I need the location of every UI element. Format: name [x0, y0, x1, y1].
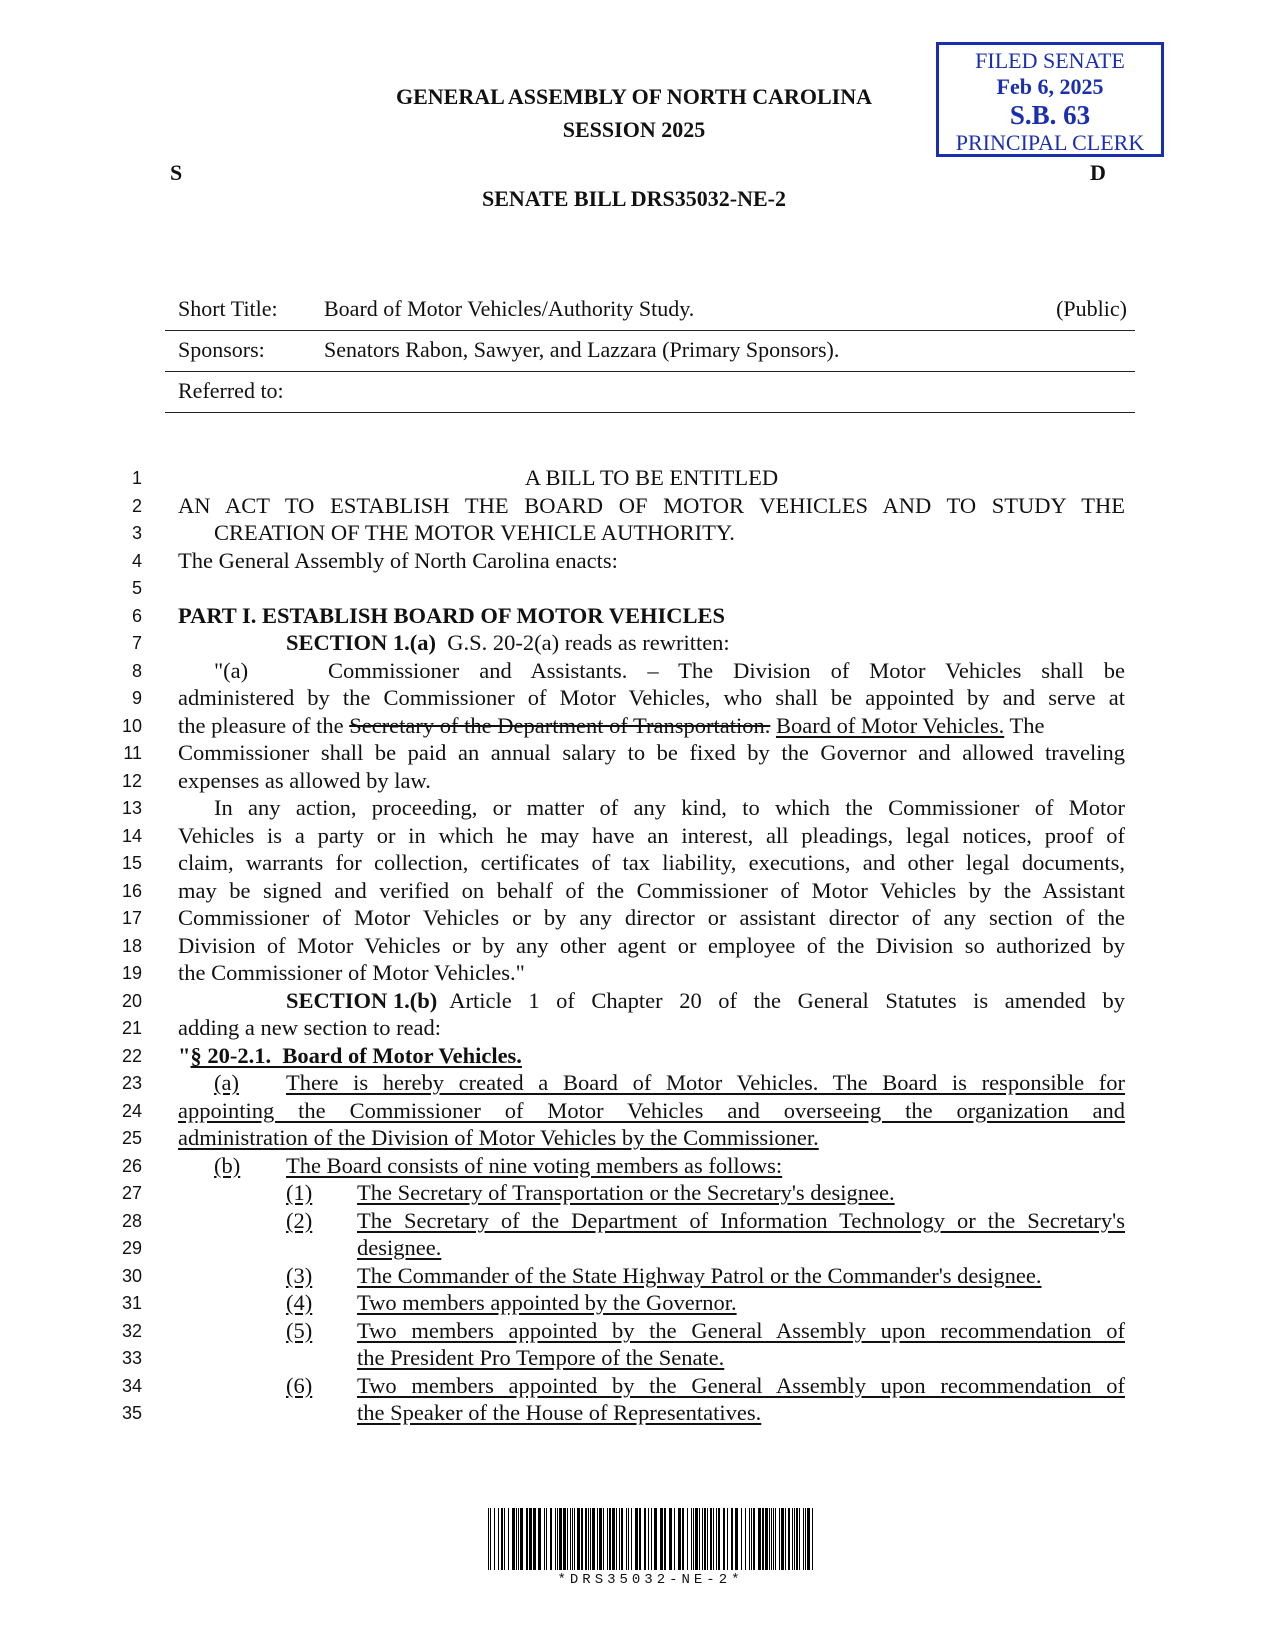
stamp-date: Feb 6, 2025 [996, 74, 1104, 99]
line-number: 31 [121, 1293, 142, 1313]
barcode-bar [577, 1508, 580, 1570]
barcode-bar [538, 1508, 541, 1570]
barcode-bar [735, 1508, 738, 1570]
sponsors-row [165, 331, 1135, 372]
barcode-bar [494, 1508, 495, 1570]
line-number: 10 [121, 716, 142, 736]
barcode-bar [529, 1508, 532, 1570]
barcode [488, 1508, 813, 1570]
barcode-bar [758, 1508, 761, 1570]
barcode-bar [508, 1508, 509, 1570]
assembly-title: GENERAL ASSEMBLY OF NORTH CAROLINA [396, 84, 872, 109]
line-number: 35 [121, 1403, 142, 1423]
line-number: 22 [121, 1046, 142, 1066]
barcode-bar [550, 1508, 552, 1570]
barcode-bar [651, 1508, 652, 1570]
inserted-text: The Board consists of nine voting members as follows: [286, 1153, 783, 1178]
line-number: 15 [121, 853, 142, 873]
barcode-bar [716, 1508, 717, 1570]
barcode-bar [664, 1508, 666, 1570]
text-line [357, 1234, 1125, 1262]
barcode-bar [707, 1508, 708, 1570]
line-number: 3 [131, 523, 142, 543]
chamber-letter: S [170, 160, 183, 185]
section-1a-text: G.S. 20-2(a) reads as rewritten: [447, 630, 730, 655]
filed-stamp [936, 42, 1164, 157]
barcode-bar [710, 1508, 712, 1570]
barcode-bar [498, 1508, 499, 1570]
barcode-bar [674, 1508, 675, 1570]
barcode-bar [682, 1508, 684, 1570]
barcode-bar [695, 1508, 698, 1570]
inserted-text: The Secretary of the Department of Information Technology or the Secretary's [357, 1208, 1125, 1233]
barcode-bar [526, 1508, 528, 1570]
barcode-bar [501, 1508, 503, 1570]
part-heading: PART I. ESTABLISH BOARD OF MOTOR VEHICLES [178, 603, 726, 628]
sponsors-label: Sponsors: [178, 337, 265, 362]
text-line: expenses as allowed by law. [178, 768, 431, 793]
barcode-bar [612, 1508, 615, 1570]
line-number: 21 [121, 1018, 142, 1038]
list-tag: (5) [286, 1318, 313, 1343]
section-1b-text: Article 1 of Chapter 20 of the General Statutes is amended by [449, 988, 1125, 1013]
barcode-bar [488, 1508, 489, 1570]
barcode-bar [796, 1508, 798, 1570]
public-tag: (Public) [1056, 296, 1127, 321]
line-number: 6 [131, 606, 142, 626]
line-number: 28 [121, 1211, 142, 1231]
line-number: 33 [121, 1348, 142, 1368]
barcode-bar [504, 1508, 505, 1570]
barcode-bar [687, 1508, 688, 1570]
barcode-bar [597, 1508, 598, 1570]
line-number: 13 [121, 798, 142, 818]
line-number: 23 [121, 1073, 142, 1093]
barcode-bar [639, 1508, 641, 1570]
line-number: 29 [121, 1238, 142, 1258]
enacting-clause: The General Assembly of North Carolina enacts: [178, 548, 618, 573]
session-title: SESSION 2025 [562, 117, 706, 142]
bill-id: SENATE BILL DRS35032-NE-2 [482, 186, 786, 211]
short-title-label: Short Title: [178, 296, 278, 321]
text-line: adding a new section to read: [178, 1015, 442, 1040]
barcode-bar [520, 1508, 523, 1570]
barcode-bar [788, 1508, 790, 1570]
act-title-cont: CREATION OF THE MOTOR VEHICLE AUTHORITY. [214, 520, 735, 545]
barcode-bar [570, 1508, 571, 1570]
section-1b-label: SECTION 1.(b) [286, 988, 438, 1013]
barcode-bar [727, 1508, 728, 1570]
line-number: 17 [121, 908, 142, 928]
barcode-bar [771, 1508, 772, 1570]
line-number: 19 [121, 963, 142, 983]
line-number: 27 [121, 1183, 142, 1203]
new-section-title: § 20-2.1. Board of Motor Vehicles. [190, 1043, 522, 1068]
barcode-bar [785, 1508, 786, 1570]
barcode-bar [745, 1508, 746, 1570]
inserted-text: Two members appointed by the General Assembly upon recommendation of [357, 1318, 1125, 1343]
line-number: 18 [121, 936, 142, 956]
barcode-bar [779, 1508, 780, 1570]
barcode-bar [753, 1508, 755, 1570]
line-number: 26 [121, 1156, 142, 1176]
referred-label: Referred to: [178, 378, 284, 403]
line-number: 9 [131, 688, 142, 708]
barcode-bar [567, 1508, 568, 1570]
text-line [357, 1399, 1125, 1427]
barcode-bar [607, 1508, 608, 1570]
barcode-bar [812, 1508, 813, 1570]
barcode-bar [559, 1508, 562, 1570]
inserted-text: appointing the Commissioner of Motor Vehicles and overseeing the organization and [178, 1098, 1125, 1123]
barcode-bar [555, 1508, 556, 1570]
line-number: 7 [131, 633, 142, 653]
barcode-bar [781, 1508, 784, 1570]
line-number: 30 [121, 1266, 142, 1286]
text-line: "(a) Commissioner and Assistants. – The Division of Motor Vehicles shall be [214, 658, 1125, 683]
barcode-bar [626, 1508, 627, 1570]
text-line: may be signed and verified on behalf of the Commissioner of Motor Vehicles by the Assistant [178, 878, 1125, 903]
bill-entitled-heading: A BILL TO BE ENTITLED [524, 465, 779, 490]
barcode-bar [518, 1508, 519, 1570]
barcode-bar [581, 1508, 583, 1570]
barcode-bar [585, 1508, 587, 1570]
barcode-bar [723, 1508, 725, 1570]
barcode-bar [718, 1508, 720, 1570]
line-number: 11 [123, 743, 142, 763]
short-title-row [165, 290, 1135, 331]
text-span: the pleasure of the [178, 713, 350, 738]
list-tag: (6) [286, 1373, 313, 1398]
section-1a-label: SECTION 1.(a) [286, 630, 437, 655]
text-line: the Commissioner of Motor Vehicles." [178, 960, 525, 985]
line-number: 1 [131, 468, 142, 488]
barcode-bar [572, 1508, 573, 1570]
line-number: 16 [121, 881, 142, 901]
barcode-bar [628, 1508, 629, 1570]
text-line: Vehicles is a party or in which he may have an interest, all pleadings, legal notices, proof of [178, 823, 1125, 848]
barcode-bar [794, 1508, 795, 1570]
inserted-text: designee. [357, 1235, 442, 1260]
line-number: 14 [121, 826, 142, 846]
barcode-bar [621, 1508, 623, 1570]
list-tag: (4) [286, 1290, 313, 1315]
barcode-bar [799, 1508, 800, 1570]
text-line: administered by the Commissioner of Motor Vehicles, who shall be appointed by and serve at [178, 685, 1125, 710]
inserted-text: the President Pro Tempore of the Senate. [357, 1345, 725, 1370]
barcode-bar [533, 1508, 536, 1570]
barcode-bar [654, 1508, 657, 1570]
barcode-bar [609, 1508, 611, 1570]
list-tag: (3) [286, 1263, 313, 1288]
line-number: 25 [121, 1128, 142, 1148]
barcode-bar [648, 1508, 649, 1570]
barcode-bar [546, 1508, 547, 1570]
barcode-bar [669, 1508, 672, 1570]
barcode-bar [749, 1508, 750, 1570]
act-title: AN ACT TO ESTABLISH THE BOARD OF MOTOR VEHICLES AND TO STUDY THE [178, 493, 1125, 518]
line-number: 8 [131, 661, 142, 681]
barcode-bar [762, 1508, 764, 1570]
bill-info-table [165, 290, 1135, 422]
barcode-bar [803, 1508, 804, 1570]
text-line: In any action, proceeding, or matter of any kind, to which the Commissioner of Motor [214, 795, 1125, 820]
subsection-tag: (a) [214, 1070, 239, 1095]
barcode-bar [807, 1508, 810, 1570]
barcode-bar [490, 1508, 491, 1570]
open-quote: " [178, 1043, 191, 1068]
barcode-bar [557, 1508, 558, 1570]
barcode-bar [660, 1508, 663, 1570]
barcode-bar [741, 1508, 742, 1570]
inserted-text: Board of Motor Vehicles. [775, 713, 1005, 738]
barcode-bar [588, 1508, 589, 1570]
line-number: 4 [131, 551, 142, 571]
barcode-bar [616, 1508, 617, 1570]
referred-row [165, 372, 1135, 413]
line-number: 5 [131, 578, 142, 598]
line-number: 34 [121, 1376, 142, 1396]
barcode-bar [751, 1508, 752, 1570]
barcode-bar [590, 1508, 591, 1570]
barcode-bar [702, 1508, 703, 1570]
line-number: 12 [121, 771, 142, 791]
barcode-bar [699, 1508, 700, 1570]
barcode-bar [691, 1508, 692, 1570]
barcode-bar [599, 1508, 602, 1570]
inserted-text: There is hereby created a Board of Motor Vehicles. The Board is responsible for [286, 1070, 1125, 1095]
section-1b-line [286, 987, 1125, 1015]
barcode-bar [805, 1508, 806, 1570]
barcode-bar [731, 1508, 733, 1570]
sponsors-value: Senators Rabon, Sawyer, and Lazzara (Primary Sponsors). [324, 337, 840, 362]
barcode-bar [678, 1508, 681, 1570]
amended-line [178, 712, 1125, 740]
list-tag: (2) [286, 1208, 313, 1233]
inserted-text: The Secretary of Transportation or the Secretary's designee. [357, 1180, 895, 1205]
stamp-principal-clerk: PRINCIPAL CLERK [955, 130, 1145, 155]
inserted-text: administration of the Division of Motor Vehicles by the Commissioner. [178, 1125, 819, 1150]
barcode-bar [765, 1508, 768, 1570]
barcode-bar [713, 1508, 714, 1570]
list-tag: (1) [286, 1180, 313, 1205]
text-span: The [1004, 713, 1045, 738]
barcode-bar [704, 1508, 706, 1570]
line-number: 20 [121, 991, 142, 1011]
inserted-text: The Commander of the State Highway Patrol or the Commander's designee. [357, 1263, 1042, 1288]
barcode-bar [516, 1508, 517, 1570]
barcode-bar [769, 1508, 770, 1570]
barcode-bar [775, 1508, 776, 1570]
short-title-value: Board of Motor Vehicles/Authority Study. [324, 296, 695, 321]
subsection-tag: (b) [214, 1153, 241, 1178]
text-line [178, 1124, 1125, 1152]
stamp-filed-senate: FILED SENATE [975, 48, 1125, 73]
text-line: Division of Motor Vehicles or by any other agent or employee of the Division so authorized by [178, 933, 1125, 958]
barcode-bar [644, 1508, 646, 1570]
line-number: 32 [121, 1321, 142, 1341]
barcode-bar [592, 1508, 595, 1570]
barcode-bar [792, 1508, 793, 1570]
barcode-bar [693, 1508, 694, 1570]
barcode-bar [563, 1508, 566, 1570]
line-number: 2 [131, 496, 142, 516]
barcode-bar [635, 1508, 638, 1570]
inserted-text: the Speaker of the House of Representatives. [357, 1400, 762, 1425]
barcode-bar [544, 1508, 545, 1570]
barcode-bar [619, 1508, 620, 1570]
barcode-bar [773, 1508, 774, 1570]
section-1a-line [286, 629, 1125, 657]
barcode-bar [631, 1508, 632, 1570]
barcode-bar [574, 1508, 575, 1570]
barcode-text: *DRS35032-NE-2* [557, 1572, 744, 1588]
inserted-text: Two members appointed by the Governor. [357, 1290, 737, 1315]
barcode-bar [512, 1508, 515, 1570]
new-section-heading [178, 1042, 1125, 1070]
text-line: Commissioner shall be paid an annual salary to be fixed by the Governor and allowed traveling [178, 740, 1125, 765]
struck-text: Secretary of the Department of Transportation. [349, 713, 771, 738]
text-line [357, 1344, 1125, 1372]
line-number: 24 [121, 1101, 142, 1121]
text-line: claim, warrants for collection, certificates of tax liability, executions, and other legal documents, [178, 850, 1125, 875]
stamp-bill-number: S.B. 63 [1009, 100, 1091, 130]
draft-letter: D [1090, 160, 1106, 185]
text-line: Commissioner of Motor Vehicles or by any director or assistant director of any section of the [178, 905, 1125, 930]
inserted-text: Two members appointed by the General Assembly upon recommendation of [357, 1373, 1125, 1398]
barcode-bar [603, 1508, 604, 1570]
